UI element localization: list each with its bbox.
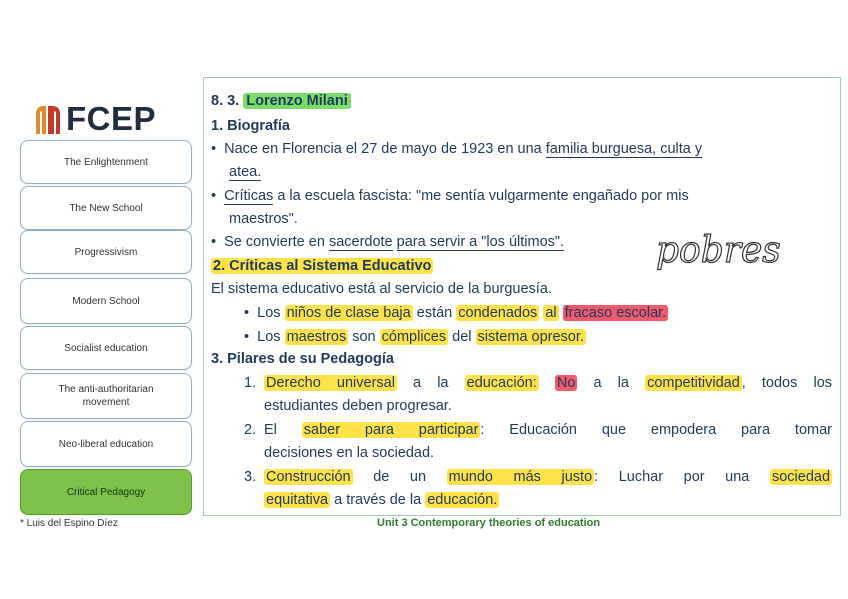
bullet-nace-cont: atea. [229,164,262,180]
fcep-logo [34,100,156,138]
pillar-3-line-1: Construcción de un mundo más justo : Luchar por una sociedad [266,469,831,485]
sidebar-item-label: The anti-authoritarian movement [58,384,154,408]
sidebar-item-modern-school[interactable] [20,278,192,324]
sidebar-item-progressivism[interactable] [20,230,192,274]
title-name: Lorenzo Milani [243,93,351,109]
pillar-2-num: 2. [244,422,257,438]
slide-content [203,77,841,516]
pillar-3-line-2: equitativa a través de la educación. [266,492,498,508]
sidebar-item-label: The Enlightenment [64,156,148,168]
pillar-2-line-2: decisiones en la sociedad. [264,445,435,461]
sidebar-item-enlightenment[interactable] [20,140,192,184]
bullet-ninos: • Los niños de clase baja están condenados al fracaso escolar. [244,305,667,321]
pillar-3-num: 3. [244,469,257,485]
sidebar-item-socialist-education[interactable] [20,326,192,370]
bullet-criticas-cont: maestros". [229,211,298,227]
pillar-1-num: 1. [244,375,257,391]
section-heading-pilares: 3. Pilares de su Pedagogía [211,351,394,367]
sidebar-item-label: The New School [69,202,143,214]
slide-title: 8. 3. Lorenzo Milani [211,93,351,109]
section-heading-biografia: 1. Biografía [211,118,290,134]
bullet-maestros: • Los maestros son cómplices del sistema opresor. [244,329,584,345]
sistema-intro: El sistema educativo está al servicio de la burguesía. [211,281,552,297]
handwritten-annotation [652,220,792,285]
sidebar-item-critical-pedagogy[interactable] [20,469,192,515]
logo-arch-icon [34,104,62,134]
sidebar-item-neo-liberal[interactable] [20,421,192,467]
sidebar-item-label: Neo-liberal education [58,438,154,450]
unit-caption: Unit 3 Contemporary theories of education [377,517,601,529]
sidebar-item-new-school[interactable] [20,186,192,230]
author-footnote: * Luis del Espino Díez [20,518,118,529]
pillar-2-line-1: El saber para participar : Educación que empodera para tomar [264,422,832,438]
sidebar-item-label: Critical Pedagogy [66,486,146,498]
sidebar-item-label: Socialist education [64,342,148,354]
annotation-text: pobres [656,230,781,271]
section-heading-criticas: 2. Críticas al Sistema Educativo [213,258,432,274]
pillar-1-line-2: estudiantes deben progresar. [264,398,452,414]
sidebar-item-label: Modern School [72,295,140,307]
bullet-nace: • Nace en Florencia el 27 de mayo de 1923 en una familia burguesa, culta y [211,141,703,157]
sidebar-item-label: Progressivism [74,246,138,258]
bullet-sacerdote: • Se convierte en sacerdote para servir a "los últimos". [211,234,565,250]
sidebar-item-anti-authoritarian[interactable] [20,373,192,419]
logo-text: FCEP [66,100,157,137]
pillar-1-line-1: Derecho universal a la educación: No a la competitividad , todos los [266,375,833,391]
bullet-criticas: • Críticas a la escuela fascista: "me sentía vulgarmente engañado por mis [211,188,689,204]
